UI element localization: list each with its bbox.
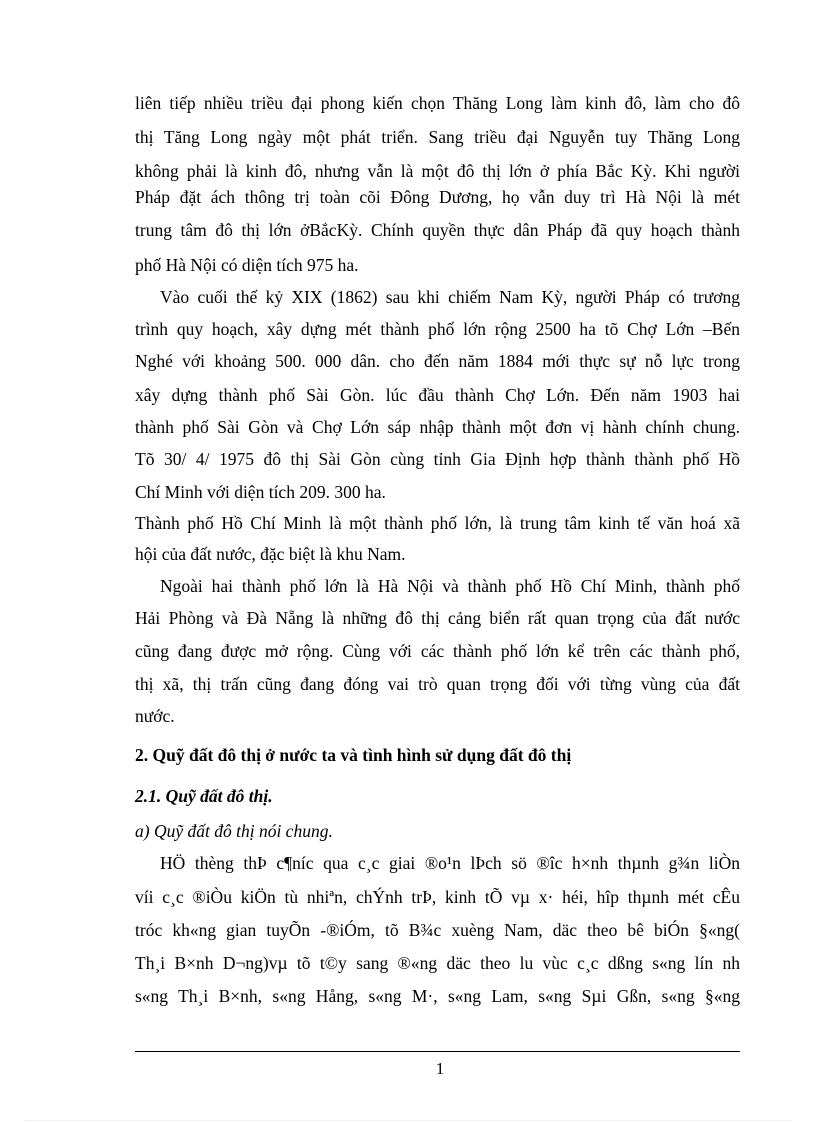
body-line: phố Hà Nội có diện tích 975 ha. <box>135 255 359 275</box>
body-line: hội của đất nước, đặc biệt là khu Nam. <box>135 544 406 564</box>
body-line: thành phố Sài Gòn và Chợ Lớn sáp nhập thành một đơn vị hành chính chung. <box>135 417 740 437</box>
body-line: nước. <box>135 706 175 726</box>
body-line: Pháp đặt ách thông trị toàn cõi Đông Dương, họ vẫn duy trì Hà Nội là mét <box>135 187 740 207</box>
body-line: trình quy hoạch, xây dựng mét thành phố lớn rộng 2500 ha tõ Chợ Lớn –Bến <box>135 319 740 339</box>
body-line: cũng đang được mở rộng. Cùng với các thành phố lớn kể trên các thành phố, <box>135 641 740 661</box>
subsection-heading: 2.1. Quỹ đất đô thị. <box>135 786 273 806</box>
body-line: Hải Phòng và Đà Nẵng là những đô thị cảng biển rất quan trọng của đất nước <box>135 608 740 628</box>
body-line: không phải là kinh đô, nhưng vẫn là một đô thị lớn ở phía Bắc Kỳ. Khi người <box>135 161 740 181</box>
body-line: liên tiếp nhiều triều đại phong kiến chọn Thăng Long làm kinh đô, làm cho đô <box>135 93 740 113</box>
page-bottom-border <box>25 1120 791 1121</box>
body-line: Nghé với khoảng 500. 000 dân. cho đến năm 1884 mới thực sự nỗ lực trong <box>135 351 740 371</box>
paragraph-first-line: Vào cuối thế kỷ XIX (1862) sau khi chiếm Nam Kỳ, người Pháp có trương <box>160 287 740 307</box>
body-line: tróc kh«ng gian tuyÕn -®iÓm, tõ B¾c xuèng Nam, däc theo bê biÓn §«ng( <box>135 920 740 940</box>
body-line: thị xã, thị trấn cũng đang đóng vai trò quan trọng đối với từng vùng của đất <box>135 674 740 694</box>
body-line: thị Tăng Long ngày một phát triển. Sang triều đại Nguyễn tuy Thăng Long <box>135 127 740 147</box>
body-line: Chí Minh với diện tích 209. 300 ha. <box>135 482 386 502</box>
body-line: xây dựng thành phố Sài Gòn. lúc đầu thành Chợ Lớn. Đến năm 1903 hai <box>135 385 740 405</box>
paragraph-first-line: HÖ thèng thÞ c¶níc qua c¸c giai ®o¹n lÞch sö ®îc h×nh thµnh g¾n liÒn <box>160 853 740 873</box>
body-line: víi c¸c ®iÒu kiÖn tù nhiªn, chÝnh trÞ, kinh tÕ vµ x· héi, hîp thµnh mét cÊu <box>135 887 740 907</box>
sub-subsection-heading: a) Quỹ đất đô thị nói chung. <box>135 821 333 841</box>
footer-rule <box>135 1051 740 1052</box>
body-line: s«ng Th¸i B×nh, s«ng Hång, s«ng M·, s«ng Lam, s«ng Sµi Gßn, s«ng §«ng <box>135 986 740 1006</box>
page-number: 1 <box>435 1059 445 1078</box>
body-line: trung tâm đô thị lớn ởBắcKỳ. Chính quyền thực dân Pháp đã quy hoạch thành <box>135 220 740 240</box>
paragraph-first-line: Ngoài hai thành phố lớn là Hà Nội và thành phố Hồ Chí Minh, thành phố <box>160 576 740 596</box>
body-line: Tõ 30/ 4/ 1975 đô thị Sài Gòn cùng tỉnh Gia Định hợp thành thành phố Hồ <box>135 449 740 469</box>
section-heading: 2. Quỹ đất đô thị ở nước ta và tình hình sử dụng đất đô thị <box>135 745 572 765</box>
body-line: Th¸i B×nh D¬ng)vµ tõ t©y sang ®«ng däc theo lu vùc c¸c dßng s«ng lín nh <box>135 953 740 973</box>
paragraph-first-line: Thành phố Hồ Chí Minh là một thành phố lớn, là trung tâm kinh tế văn hoá xã <box>135 513 740 533</box>
